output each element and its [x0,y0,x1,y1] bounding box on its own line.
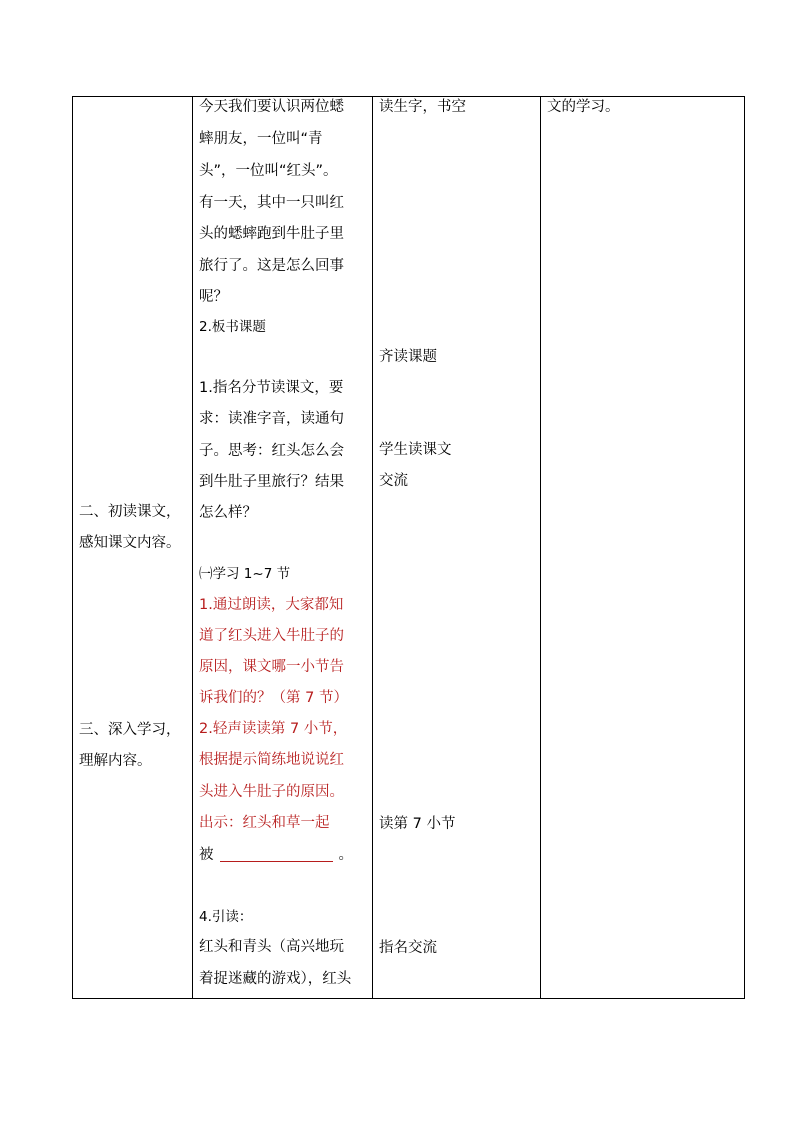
section-3-heading-line2: 理解内容。 [79,753,152,769]
question-2-line-1: 2.轻声读读第 7 小节， [199,721,348,737]
guide-title: 4.引读： [199,909,253,925]
column-teacher-activity [193,96,372,999]
section-2-heading-line2: 感知课文内容。 [79,535,181,551]
section-3-heading-line1: 三、深入学习， [79,722,181,738]
intro-line-6: 旅行了。这是怎么回事 [199,258,344,274]
prompt-line-2 [199,845,353,865]
read-task-line-4: 到牛肚子里旅行？结果 [199,474,344,490]
design-intent-text: 文的学习。 [547,99,620,115]
prompt-line-1: 出示：红头和草一起 [199,815,330,831]
students-read: 学生读课文 [379,442,452,458]
intro-line-3: 头”，一位叫“红头”。 [199,163,338,179]
intro-line-2: 蟀朋友，一位叫“青 [199,131,323,147]
read-task-line-3: 子。思考：红头怎么会 [199,443,344,459]
question-2-line-2: 根据提示简练地说说红 [199,752,344,768]
read-task-line-5: 怎么样？ [199,505,257,521]
question-1-line-4: 诉我们的？（第 7 节） [199,690,348,706]
fill-in-blank [220,849,333,862]
read-section-7: 读第 7 小节 [379,816,456,832]
guide-line-1: 红头和青头（高兴地玩 [199,939,344,955]
intro-line-4: 有一天，其中一只叫红 [199,195,344,211]
question-1-line-3: 原因，课文哪一小节告 [199,659,344,675]
table-border-right [744,96,745,999]
intro-line-7: 呢？ [199,289,228,305]
prompt-prefix: 被 [199,847,214,863]
question-1-line-2: 道了红头进入牛肚子的 [199,628,344,644]
read-chars: 读生字，书空 [379,99,466,115]
question-2-line-3: 头进入牛肚子的原因。 [199,784,344,800]
read-task-line-2: 求：读准字音，读通句 [199,411,344,427]
column-student-activity [373,96,540,999]
named-exchange: 指名交流 [379,940,437,956]
study-heading: ㈠学习 1~7 节 [199,566,291,582]
intro-line-1: 今天我们要认识两位蟋 [199,99,344,115]
read-title: 齐读课题 [379,349,437,365]
exchange: 交流 [379,473,408,489]
intro-line-5: 头的蟋蟀跑到牛肚子里 [199,226,344,242]
column-design-intent [541,96,744,999]
section-2-heading-line1: 二、初读课文， [79,504,181,520]
read-task-line-1: 1.指名分节读课文，要 [199,380,344,396]
guide-line-2: 着捉迷藏的游戏），红头 [199,971,352,987]
board-title-step: 2.板书课题 [199,319,266,335]
prompt-suffix: 。 [338,847,353,863]
question-1-line-1: 1.通过朗读，大家都知 [199,597,344,613]
column-stage [73,96,192,999]
